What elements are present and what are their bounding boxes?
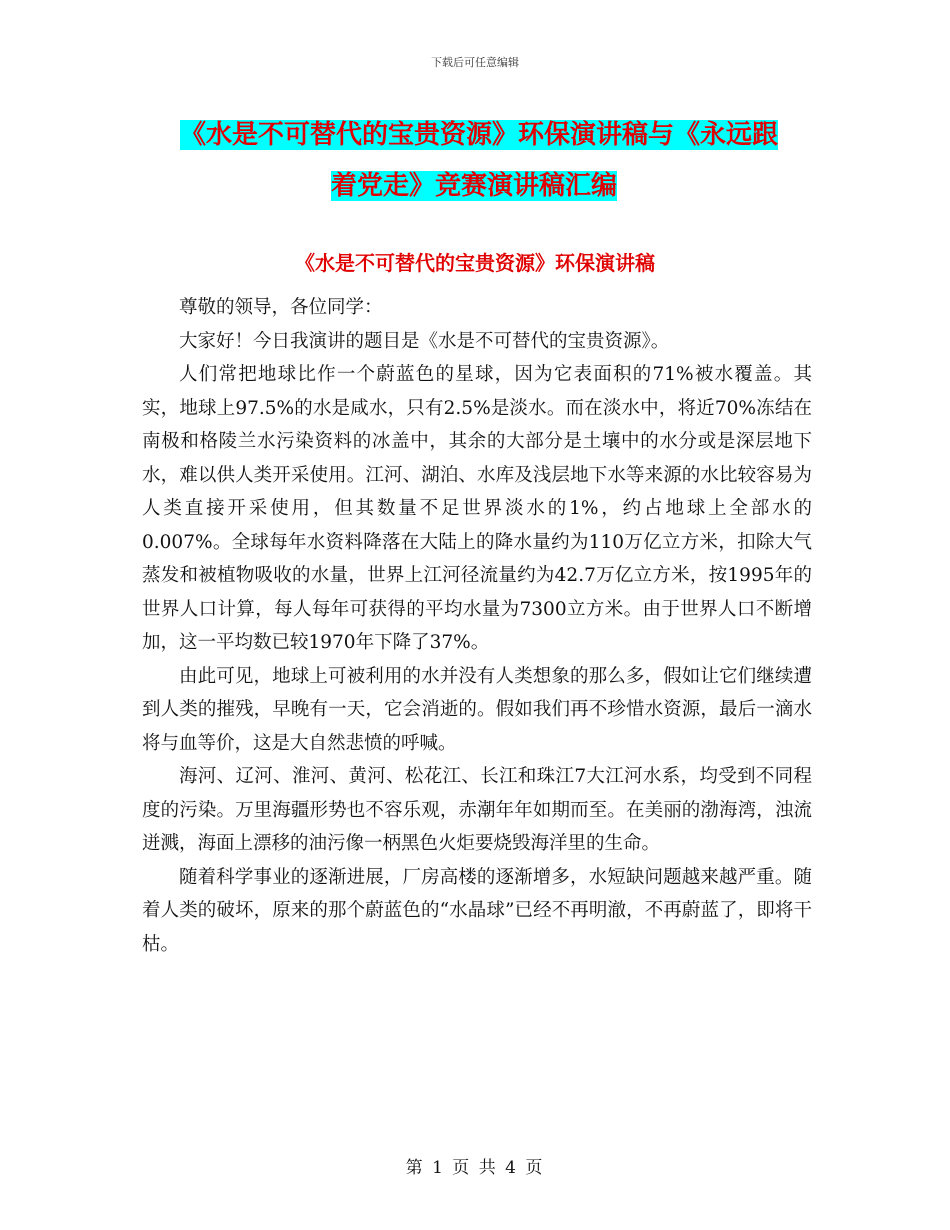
paragraph-intro: 大家好！今日我演讲的题目是《水是不可替代的宝贵资源》。	[179, 330, 670, 352]
section-title: 《水是不可替代的宝贵资源》环保演讲稿	[295, 251, 655, 275]
paragraph-shortage: 随着科学事业的逐渐进展，厂房高楼的逐渐增多，水短缺问题越来越严重。随着人类的破坏，原来的那个蔚蓝色的“水晶球”已经不再明澈，不再蔚蓝了，即将干枯。	[142, 866, 812, 955]
paragraph-greeting: 尊敬的领导，各位同学：	[179, 297, 383, 318]
paragraph-water-facts: 人们常把地球比作一个蔚蓝色的星球，因为它表面积的71%被水覆盖。其实，地球上97.5%的水是咸水，只有2.5%是淡水。而在淡水中，将近70%冻结在南极和格陵兰水污染资料的冰盖中，其余的大部分是土壤中的水分或是深层地下水，难以供人类开采使用。江河、湖泊、水库及浅层地下水等来源的水比较容易为人类直接开采使用，但其数量不足世界淡水的1%，约占地球上全部水的0.007%。全球每年水资料降落在大陆上的降水量约为110万亿立方米，扣除大气蒸发和被植物吸收的水量，世界上江河径流量约为42.7万亿立方米，按1995年的世界人口计算，每人每年可获得的平均水量为7300立方米。由于世界人口不断增加，这一平均数已较1970年下降了37%。	[142, 364, 812, 653]
main-title-line-1: 《水是不可替代的宝贵资源》环保演讲稿与《永远跟	[180, 120, 779, 150]
main-title	[180, 110, 820, 212]
main-title-line-2: 着党走》竞赛演讲稿汇编	[331, 171, 618, 201]
page-indicator: 第 1 页 共 4 页	[405, 1158, 545, 1178]
speech-body	[142, 291, 812, 961]
header-note: 下载后可任意编辑	[431, 56, 519, 69]
paragraph-pollution: 海河、辽河、淮河、黄河、松花江、长江和珠江7大江河水系，均受到不同程度的污染。万里海疆形势也不容乐观，赤潮年年如期而至。在美丽的渤海湾，浊流迸溅，海面上漂移的油污像一柄黑色火炬要烧毁海洋里的生命。	[142, 766, 812, 854]
paragraph-conclusion: 由此可见，地球上可被利用的水并没有人类想象的那么多，假如让它们继续遭到人类的摧残，早晚有一天，它会消逝的。假如我们再不珍惜水资源，最后一滴水将与血等价，这是大自然悲愤的呼喊。	[142, 665, 812, 754]
